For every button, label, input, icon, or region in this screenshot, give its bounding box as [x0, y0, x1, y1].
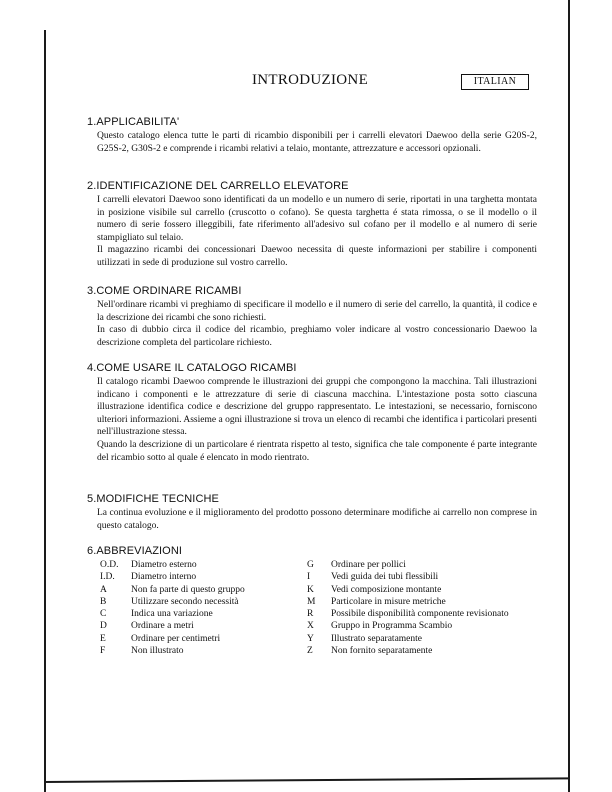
abbreviation-code: B — [100, 596, 107, 607]
abbreviation-description: Vedi composizione montante — [331, 584, 442, 595]
section-paragraph: Nell'ordinare ricambi vi preghiamo di specificare il modello e il numero di serie del carrello, la quantità, il codice e la descrizione dei ricambi che sono richiesti. — [97, 300, 537, 323]
page-title: INTRODUZIONE — [251, 72, 369, 88]
abbreviation-code: A — [100, 584, 107, 595]
abbreviation-code: Z — [307, 646, 313, 657]
scan-border-right — [568, 0, 570, 792]
section-paragraph: In caso di dubbio circa il codice del ricambio, preghiamo voler indicare al vostro concessionario Daewoo la descrizione completa del particolare richiesto. — [97, 325, 537, 348]
abbreviation-code: R — [307, 609, 314, 620]
abbreviation-code: Y — [307, 633, 314, 644]
abbreviation-description: Particolare in misure metriche — [331, 596, 446, 607]
section-applicability — [87, 116, 537, 155]
section-technical-changes — [87, 493, 537, 532]
section-heading: 6.ABBREVIAZIONI — [87, 545, 183, 557]
section-paragraph: La continua evoluzione e il miglioramento del prodotto possono determinare modifiche ai carrello non comprese in questo catalogo. — [97, 508, 537, 531]
abbreviation-description: Gruppo in Programma Scambio — [331, 621, 453, 632]
section-identification — [87, 180, 537, 270]
abbreviation-description: Non illustrato — [131, 646, 184, 657]
section-catalog-usage — [87, 362, 537, 464]
section-paragraph: Questo catalogo elenca tutte le parti di ricambio disponibili per i carrelli elevatori Daewoo della serie G20S-2, G25S-2, G30S-2 e comprende i ricambi relativi a telaio, montante, attrezzature e accessori opzionali. — [97, 131, 537, 154]
abbreviation-code: M — [307, 596, 316, 607]
abbreviation-description: Ordinare a metri — [131, 621, 194, 632]
abbreviation-code: F — [100, 646, 106, 657]
abbreviation-description: Non fornito separatamente — [331, 646, 433, 657]
abbreviation-description: Diametro esterno — [131, 560, 197, 570]
section-heading: 1.APPLICABILITA' — [87, 116, 180, 128]
abbreviation-description: Ordinare per pollici — [331, 560, 406, 570]
abbreviation-code: C — [100, 609, 107, 620]
section-heading: 5.MODIFICHE TECNICHE — [87, 493, 219, 505]
abbreviation-description: Diametro interno — [131, 572, 197, 583]
abbreviation-description: Non fa parte di questo gruppo — [131, 584, 245, 595]
section-abbreviations — [87, 545, 537, 657]
abbreviation-description: Utilizzare secondo necessità — [131, 596, 239, 607]
section-paragraph: Il magazzino ricambi dei concessionari Daewoo necessita di queste informazioni per stabilire i componenti utilizzati in sede di produzione sul vostro carrello. — [97, 245, 537, 268]
abbreviation-code: G — [307, 560, 314, 570]
abbreviation-description: Ordinare per centimetri — [131, 633, 221, 644]
abbreviation-description: Indica una variazione — [131, 609, 213, 620]
section-paragraph: Il catalogo ricambi Daewoo comprende le illustrazioni dei gruppi che compongono la macchina. Tali illustrazioni indicano i componenti e le attrezzature di serie di ciascuna macchina. L'intestazione posta sotto ciascuna illustrazione identifica codice e descrizione del gruppo rappresentato. Le intestazioni, se necessario, forniscono ulteriori informazioni. Assieme a ogni illustrazione si trova un elenco di recambi che identifica i particolari presenti nell'illustrazione stessa. — [97, 377, 537, 438]
abbreviation-code: X — [307, 621, 314, 632]
abbreviation-code: I.D. — [100, 572, 115, 583]
abbreviation-code: D — [100, 621, 107, 632]
abbreviation-code: K — [307, 584, 314, 595]
section-heading: 3.COME ORDINARE RICAMBI — [87, 285, 242, 297]
abbreviation-code: O.D. — [100, 560, 119, 570]
section-paragraph: Quando la descrizione di un particolare é rientrata rispetto al testo, significa che tale componente é parte integrante del ricambio sotto al quale é elencato in modo rientrato. — [97, 439, 537, 463]
scan-border-left — [44, 30, 46, 792]
section-paragraph: I carrelli elevatori Daewoo sono identificati da un modello e un numero di serie, riportati in una targhetta montata in posizione visibile sul carrello (cruscotto o cofano). Se questa targhetta é stata rimossa, o se il modello o il numero di serie fossero illeggibili, fate riferimento all'adesivo sul cofano per il modello e al numero di serie stampigliato sul telaio. — [97, 195, 537, 243]
abbreviation-description: Possibile disponibilità componente revisionato — [331, 609, 509, 620]
abbreviation-code: I — [307, 572, 311, 583]
abbreviation-code: E — [100, 633, 106, 644]
section-heading: 2.IDENTIFICAZIONE DEL CARRELLO ELEVATORE — [87, 180, 349, 192]
abbreviation-description: Vedi guida dei tubi flessibili — [331, 572, 439, 583]
section-ordering — [87, 285, 537, 349]
scan-border-bottom — [44, 777, 570, 783]
language-label: ITALIAN — [461, 74, 529, 90]
section-heading: 4.COME USARE IL CATALOGO RICAMBI — [87, 362, 297, 374]
abbreviation-description: Illustrato separatamente — [331, 633, 423, 644]
